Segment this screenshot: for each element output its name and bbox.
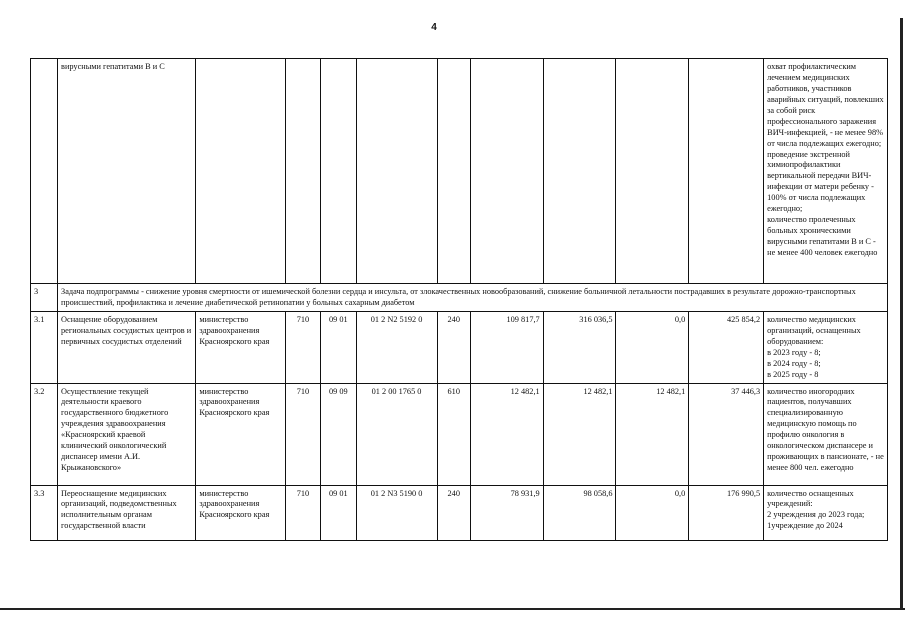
- cell-grbs: [285, 59, 320, 284]
- cell-2025: 0,0: [616, 311, 689, 383]
- cell-activity-name: Оснащение оборудованием региональных сосудистых центров и первичных сосудистых отделений: [58, 311, 196, 383]
- cell-2024: 98 058,6: [543, 485, 616, 540]
- cell-grbs: 710: [285, 383, 320, 485]
- cell-rzpr: 09 01: [321, 485, 356, 540]
- cell-executor: министерство здравоохранения Красноярского края: [196, 311, 285, 383]
- cell-total: 425 854,2: [689, 311, 764, 383]
- cell-total: 176 990,5: [689, 485, 764, 540]
- cell-csr: 01 2 N2 5192 0: [356, 311, 437, 383]
- cell-total: 37 446,3: [689, 383, 764, 485]
- cell-2025: 12 482,1: [616, 383, 689, 485]
- cell-index: 3.3: [31, 485, 58, 540]
- cell-task-text: Задача подпрограммы - снижение уровня смертности от ишемической болезни сердца и инсульта, от злокачественных новообразований, снижение больничной летальности пострадавших в результате дорожно-транспортных происшествий, профилактика и лечение диабетической ретинопатии у больных сахарным диабетом: [58, 284, 888, 312]
- cell-2024: 316 036,5: [543, 311, 616, 383]
- cell-grbs: 710: [285, 311, 320, 383]
- cell-expected-result: охват профилактическим лечением медицинских работников, участников аварийных ситуаций, повлекших за собой риск профессионального заражения ВИЧ-инфекцией, - не менее 98% от числа подлежащих ежегодно; проведение экстренной химиопрофилактики вертикальной передачи ВИЧ-инфекции от матери ребенку - 100% от числа подлежащих ежегодно; количество пролеченных больных хроническими вирусными гепатитами В и С - не менее 400 человек ежегодно: [764, 59, 888, 284]
- cell-executor: министерство здравоохранения Красноярского края: [196, 383, 285, 485]
- table-row-task: [31, 284, 888, 312]
- cell-activity-name: Переоснащение медицинских организаций, подведомственных исполнительным органам государственной власти: [58, 485, 196, 540]
- cell-index: [31, 59, 58, 284]
- cell-2023: 109 817,7: [470, 311, 543, 383]
- table-row-continuation: [31, 59, 888, 284]
- cell-activity-name: Осуществление текущей деятельности краевого государственного бюджетного учреждения здравоохранения «Красноярский краевой клинический онкологический диспансер имени А.И. Крыжановского»: [58, 383, 196, 485]
- page-number: 4: [431, 22, 437, 33]
- program-activities-table: [30, 58, 888, 541]
- cell-rzpr: [321, 59, 356, 284]
- cell-vr: 610: [437, 383, 470, 485]
- cell-rzpr: 09 09: [321, 383, 356, 485]
- cell-2025: [616, 59, 689, 284]
- cell-expected-result: количество иногородних пациентов, получавших специализированную медицинскую помощь по профилю онкология в онкологическом диспансере и проживающих в пансионате, - не менее 800 чел. ежегодно: [764, 383, 888, 485]
- cell-expected-result: количество оснащенных учреждений: 2 учреждения до 2023 года; 1учреждение до 2024: [764, 485, 888, 540]
- table-row: [31, 383, 888, 485]
- cell-activity-name: вирусными гепатитами В и С: [58, 59, 196, 284]
- cell-vr: 240: [437, 311, 470, 383]
- cell-index: 3.2: [31, 383, 58, 485]
- table-row: [31, 311, 888, 383]
- cell-2025: 0,0: [616, 485, 689, 540]
- cell-csr: 01 2 00 1765 0: [356, 383, 437, 485]
- cell-expected-result: количество медицинских организаций, оснащенных оборудованием: в 2023 году - 8; в 2024 году - 8; в 2025 году - 8: [764, 311, 888, 383]
- cell-2023: [470, 59, 543, 284]
- scan-edge-bottom: [0, 608, 905, 610]
- table-row: [31, 485, 888, 540]
- cell-csr: [356, 59, 437, 284]
- cell-vr: 240: [437, 485, 470, 540]
- cell-index: 3.1: [31, 311, 58, 383]
- cell-grbs: 710: [285, 485, 320, 540]
- cell-2024: [543, 59, 616, 284]
- cell-rzpr: 09 01: [321, 311, 356, 383]
- cell-index: 3: [31, 284, 58, 312]
- cell-vr: [437, 59, 470, 284]
- cell-2024: 12 482,1: [543, 383, 616, 485]
- cell-total: [689, 59, 764, 284]
- cell-2023: 78 931,9: [470, 485, 543, 540]
- cell-2023: 12 482,1: [470, 383, 543, 485]
- cell-executor: [196, 59, 285, 284]
- cell-csr: 01 2 N3 5190 0: [356, 485, 437, 540]
- scan-edge-right: [900, 18, 903, 610]
- cell-executor: министерство здравоохранения Красноярского края: [196, 485, 285, 540]
